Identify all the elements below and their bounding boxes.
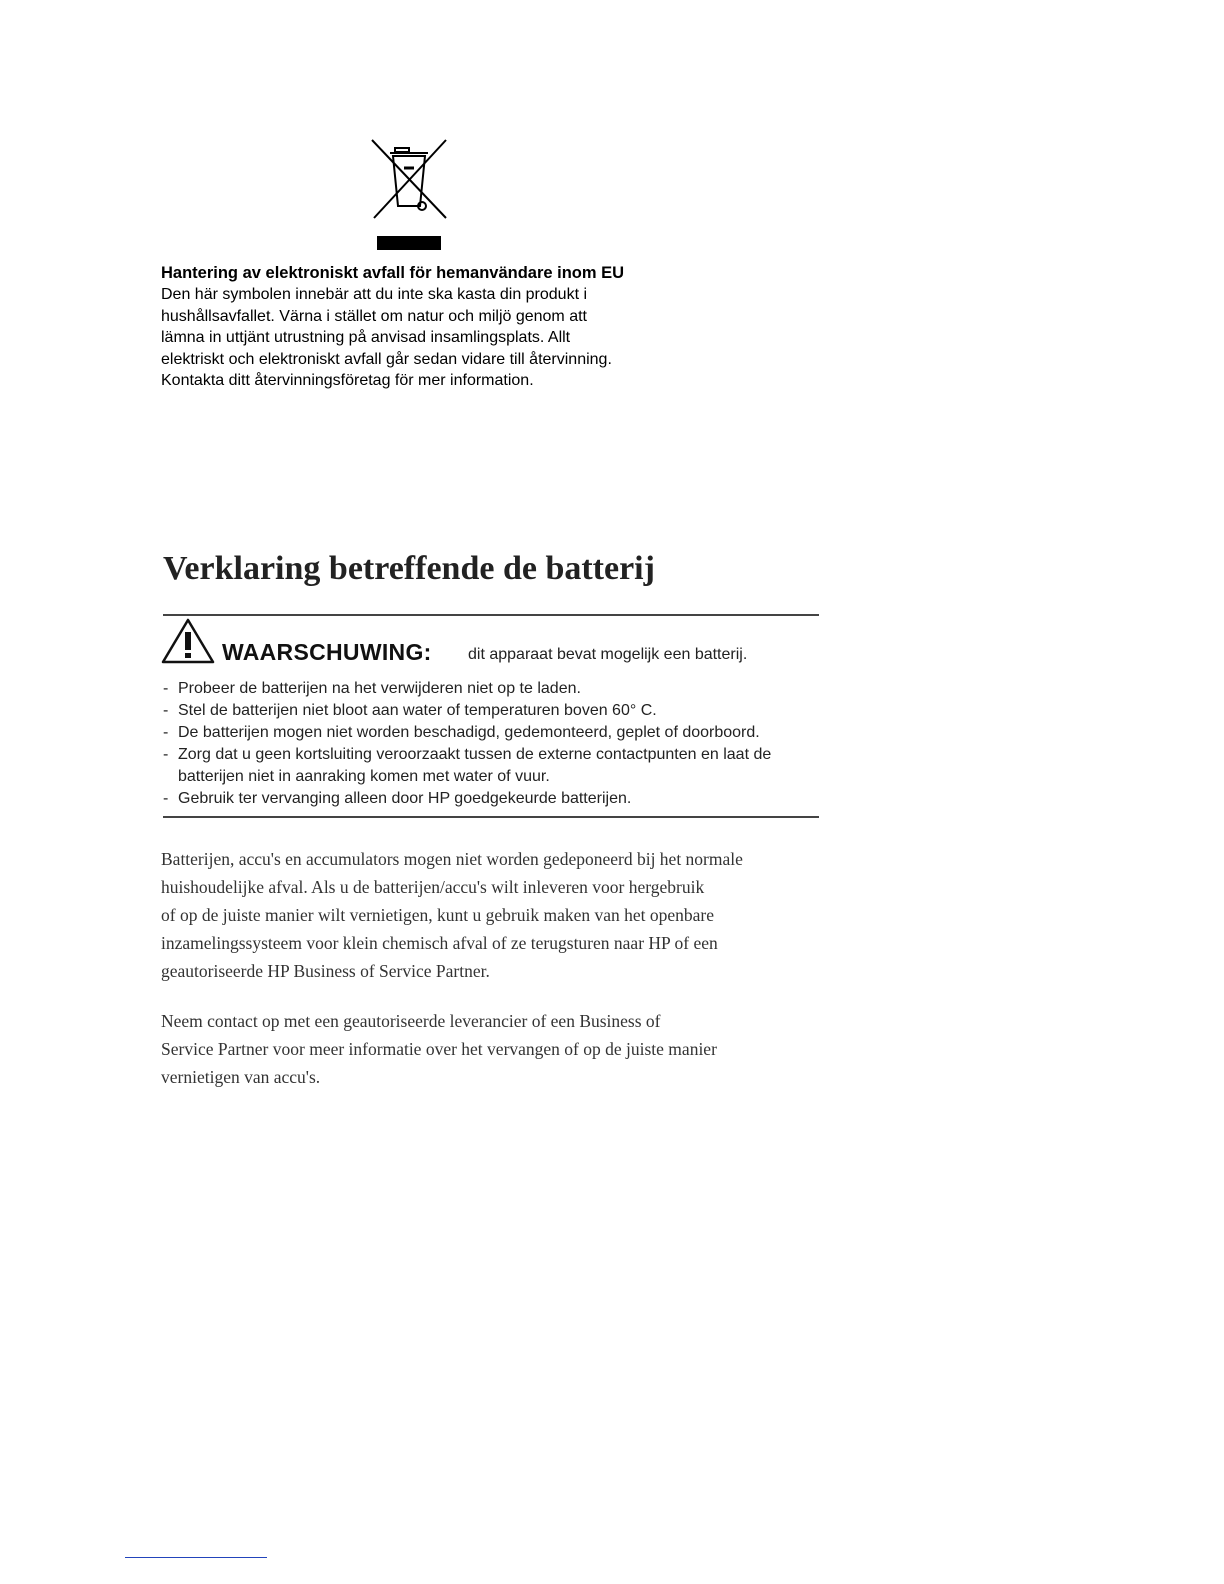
paragraph-line: Neem contact op met een geautoriseerde leverancier of een Business of (161, 1011, 661, 1031)
list-item: - Gebruik ter vervanging alleen door HP goedgekeurde batterijen. (163, 790, 632, 807)
paragraph-line: vernietigen van accu's. (161, 1067, 321, 1087)
warning-list (163, 678, 818, 810)
list-item: - De batterijen mogen niet worden beschadigd, gedemonteerd, geplet of doorboord. (163, 724, 760, 741)
warning-label: WAARSCHUWING: (222, 639, 432, 665)
footnote-separator (125, 1557, 267, 1558)
disposal-paragraph (161, 845, 743, 985)
paragraph-line: Batterijen, accu's en accumulators mogen niet worden gedeponeerd bij het normale (161, 849, 743, 869)
list-item: - Zorg dat u geen kortsluiting veroorzaakt tussen de externe contactpunten en laat de batterijen niet in aanraking komen met water of vuur. (163, 746, 772, 785)
warning-text: dit apparaat bevat mogelijk een batterij. (468, 646, 748, 663)
warning-triangle-icon (160, 617, 216, 665)
list-item: - Stel de batterijen niet bloot aan water of temperaturen boven 60° C. (163, 702, 657, 719)
swedish-line: hushållsavfallet. Värna i stället om natur och miljö genom att (161, 307, 587, 325)
bottom-divider (163, 816, 819, 818)
swedish-line: Kontakta ditt återvinningsföretag för mer information. (161, 372, 534, 389)
paragraph-line: Service Partner voor meer informatie over het vervangen of op de juiste manier (161, 1039, 717, 1059)
paragraph-line: inzamelingssysteem voor klein chemisch afval of ze terugsturen naar HP of een (161, 933, 718, 953)
crossed-out-wheelie-bin-icon (368, 138, 450, 222)
list-item: - Probeer de batterijen na het verwijderen niet op te laden. (163, 680, 581, 697)
swedish-line: elektriskt och elektroniskt avfall går sedan vidare till återvinning. (161, 350, 612, 368)
swedish-line: lämna in uttjänt utrustning på anvisad insamlingsplats. Allt (161, 329, 571, 346)
swedish-line: Den här symbolen innebär att du inte ska kasta din produkt i (161, 286, 588, 303)
contact-paragraph (161, 1007, 717, 1091)
paragraph-line: of op de juiste manier wilt vernietigen, kunt u gebruik maken van het openbare (161, 905, 715, 925)
weee-black-bar (377, 236, 441, 250)
top-divider (163, 614, 819, 616)
paragraph-line: geautoriseerde HP Business of Service Partner. (161, 961, 490, 981)
battery-statement-title: Verklaring betreffende de batterij (163, 550, 655, 587)
swedish-weee-notice (161, 263, 701, 392)
swedish-body (161, 284, 701, 392)
swedish-heading: Hantering av elektroniskt avfall för hemanvändare inom EU (161, 264, 625, 282)
paragraph-line: huishoudelijke afval. Als u de batterijen/accu's wilt inleveren voor hergebruik (161, 877, 705, 897)
